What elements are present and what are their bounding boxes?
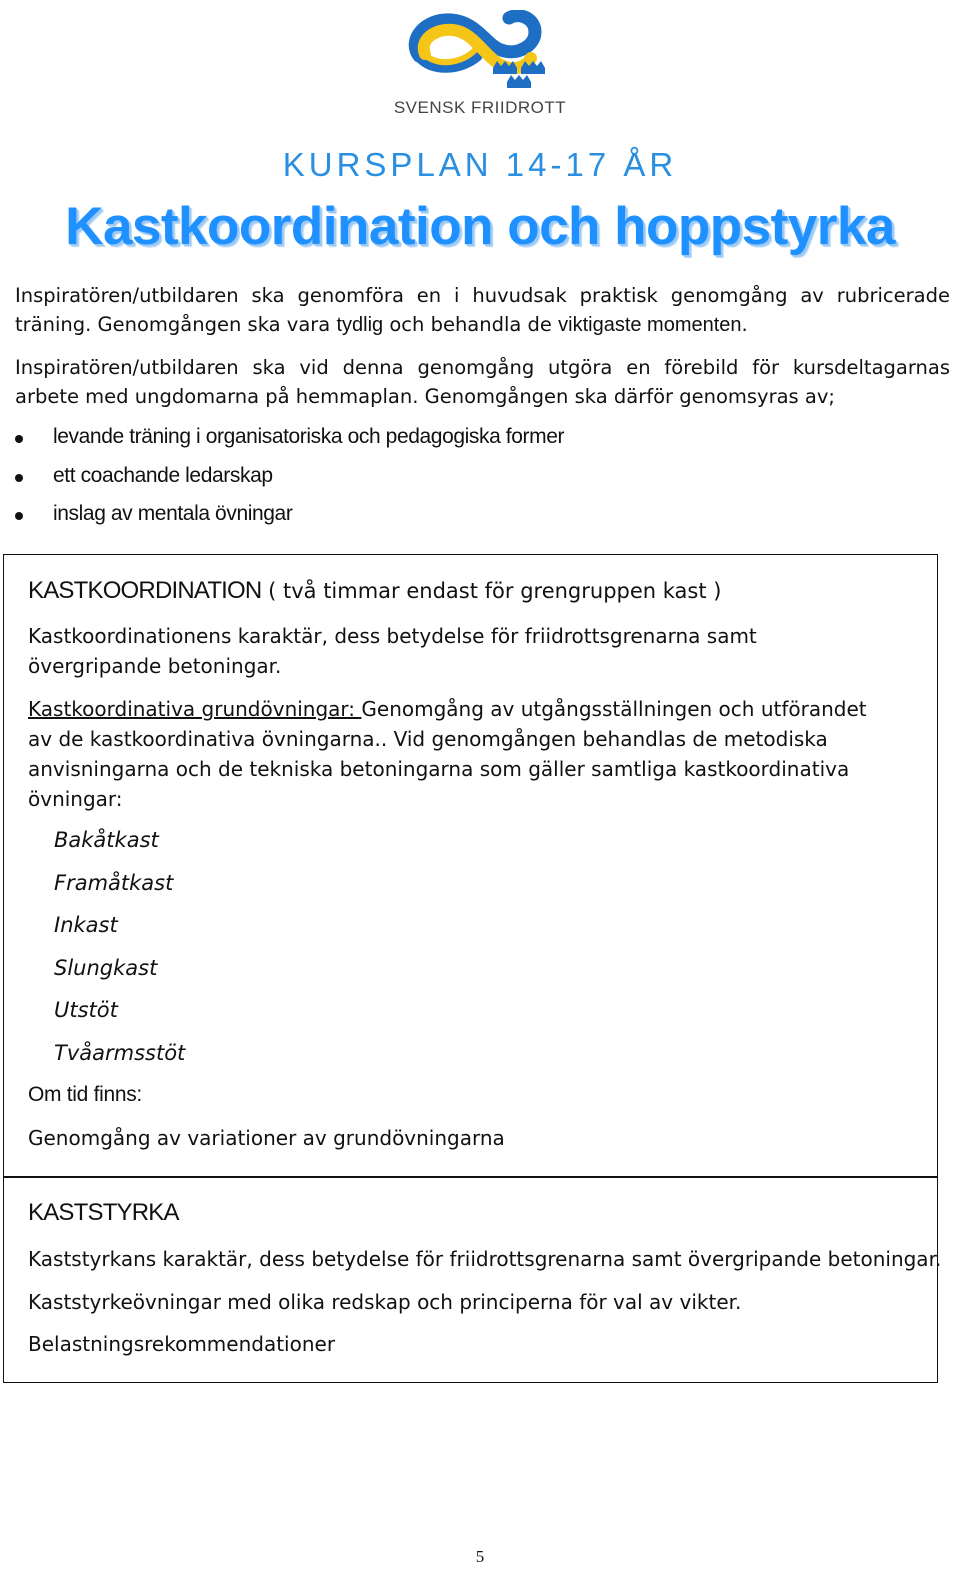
emphasis-text: tydlig: [336, 314, 384, 336]
page-title: Kastkoordination och hoppstyrka: [65, 197, 895, 256]
section-line: Kaststyrkans karaktär, dess betydelse för friidrottsgrenarna samt övergripande betoningar.: [28, 1247, 942, 1271]
section-heading: [28, 577, 721, 605]
extra-heading: Om tid finns:: [28, 1083, 142, 1106]
heading-text: KASTKOORDINATION: [28, 577, 262, 604]
intro-text: Inspiratören/utbildaren ska genomföra en i huvudsak praktisk genomgång av rubricerade träning. Genomgången ska vara: [15, 284, 950, 336]
heading-note: ( två timmar endast för grengruppen kast ): [261, 579, 722, 603]
exercise-item: Framåtkast: [54, 871, 174, 895]
basics-text: Genomgång av utgångsställningen och utförandet av de kastkoordinativa övningarna.. Vid genomgången behandlas de metodiska anvisningarna och de tekniska betoningarna som gäller samtliga kastkoordinativa övningar:: [28, 697, 867, 811]
bullet-icon: [15, 435, 23, 443]
section-heading: KASTSTYRKA: [28, 1199, 179, 1226]
basics-label: Kastkoordinativa grundövningar:: [28, 697, 362, 721]
intro-paragraph-2: Inspiratören/utbildaren ska vid denna genomgång utgöra en förebild för kursdeltagarnas arbete med ungdomarna på hemmaplan. Genomgången ska därför genomsyras av;: [15, 356, 950, 408]
course-kicker: KURSPLAN 14-17 ÅR: [282, 146, 678, 183]
section-description: Kastkoordinationens karaktär, dess betydelse för friidrottsgrenarna samt övergripande betoningar.: [28, 624, 757, 678]
list-item-text: ett coachande ledarskap: [53, 463, 273, 487]
section-line: Belastningsrekommendationer: [28, 1332, 336, 1356]
kaststyrka-box: [3, 1176, 942, 1383]
extra-text: Genomgång av variationer av grundövningarna: [28, 1126, 505, 1150]
exercise-item: Utstöt: [54, 998, 118, 1022]
intro-text: .: [741, 313, 748, 336]
list-item-text: inslag av mentala övningar: [53, 502, 293, 525]
section-line: Kaststyrkeövningar med olika redskap och principerna för val av vikter.: [28, 1290, 742, 1314]
exercise-item: Inkast: [54, 913, 118, 937]
infinity-crown-emblem-icon: [385, 10, 575, 92]
exercise-item: Slungkast: [54, 956, 158, 980]
basics-paragraph: [28, 694, 868, 814]
list-item-text: levande träning i organisatoriska och pedagogiska former: [53, 425, 565, 448]
bullet-icon: [15, 474, 23, 482]
kastkoordination-box: [3, 554, 938, 1178]
intro-text: och behandla de: [383, 313, 559, 336]
intro-paragraph-1: [15, 281, 950, 340]
emphasis-text: viktigaste momenten: [558, 314, 742, 336]
svensk-friidrott-logo: [385, 10, 575, 120]
bullet-icon: [15, 512, 23, 520]
logo-text: SVENSK FRIIDROTT: [393, 98, 567, 117]
exercise-item: Tvåarmsstöt: [54, 1041, 186, 1065]
exercise-item: Bakåtkast: [54, 828, 159, 852]
page-number: 5: [475, 1547, 485, 1566]
